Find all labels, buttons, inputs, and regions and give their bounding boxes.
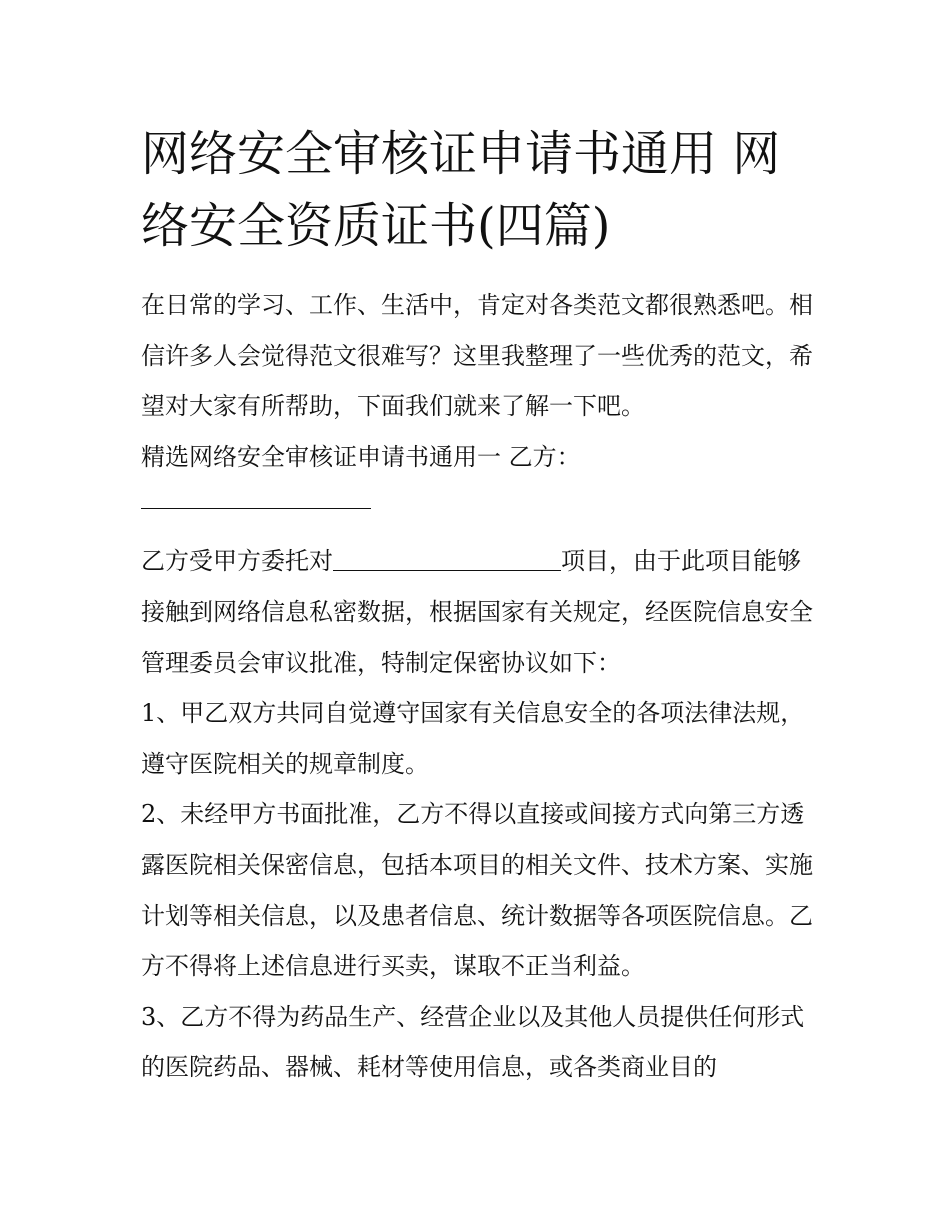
clause-2: 2、未经甲方书面批准，乙方不得以直接或间接方式向第三方透露医院相关保密信息，包括本项目的相关文件、技术方案、实施计划等相关信息，以及患者信息、统计数据等各项医院信息。乙方不得将上述信息进行买卖，谋取不正当利益。 (141, 800, 813, 981)
project-name-blank (333, 548, 561, 571)
party-b-blank-line (141, 484, 371, 509)
clause-1: 1、甲乙双方共同自觉遵守国家有关信息安全的各项法律法规，遵守医院相关的规章制度。 (141, 699, 805, 778)
party-paragraph (141, 536, 821, 688)
document-title: 网络安全审核证申请书通用 网络安全资质证书(四篇) (141, 126, 781, 254)
clause-3: 3、乙方不得为药品生产、经营企业以及其他人员提供任何形式的医院药品、器械、耗材等使用信息，或各类商业目的 (141, 1002, 805, 1082)
party-line-suffix: 项目，由于此项目能够接触到网络信息私密数据，根据国家有关规定，经医院信息安全管理委员会审议批准，特制定保密协议如下： (141, 547, 813, 677)
party-line-prefix: 乙方受甲方委托对 (141, 547, 333, 576)
intro-paragraph: 在日常的学习、工作、生活中，肯定对各类范文都很熟悉吧。相信许多人会觉得范文很难写？这里我整理了一些优秀的范文，希望对大家有所帮助，下面我们就来了解一下吧。 (141, 291, 813, 421)
document-body (141, 280, 821, 1093)
document-content (141, 118, 821, 1093)
section-heading: 精选网络安全审核证申请书通用一 乙方： (141, 442, 581, 471)
